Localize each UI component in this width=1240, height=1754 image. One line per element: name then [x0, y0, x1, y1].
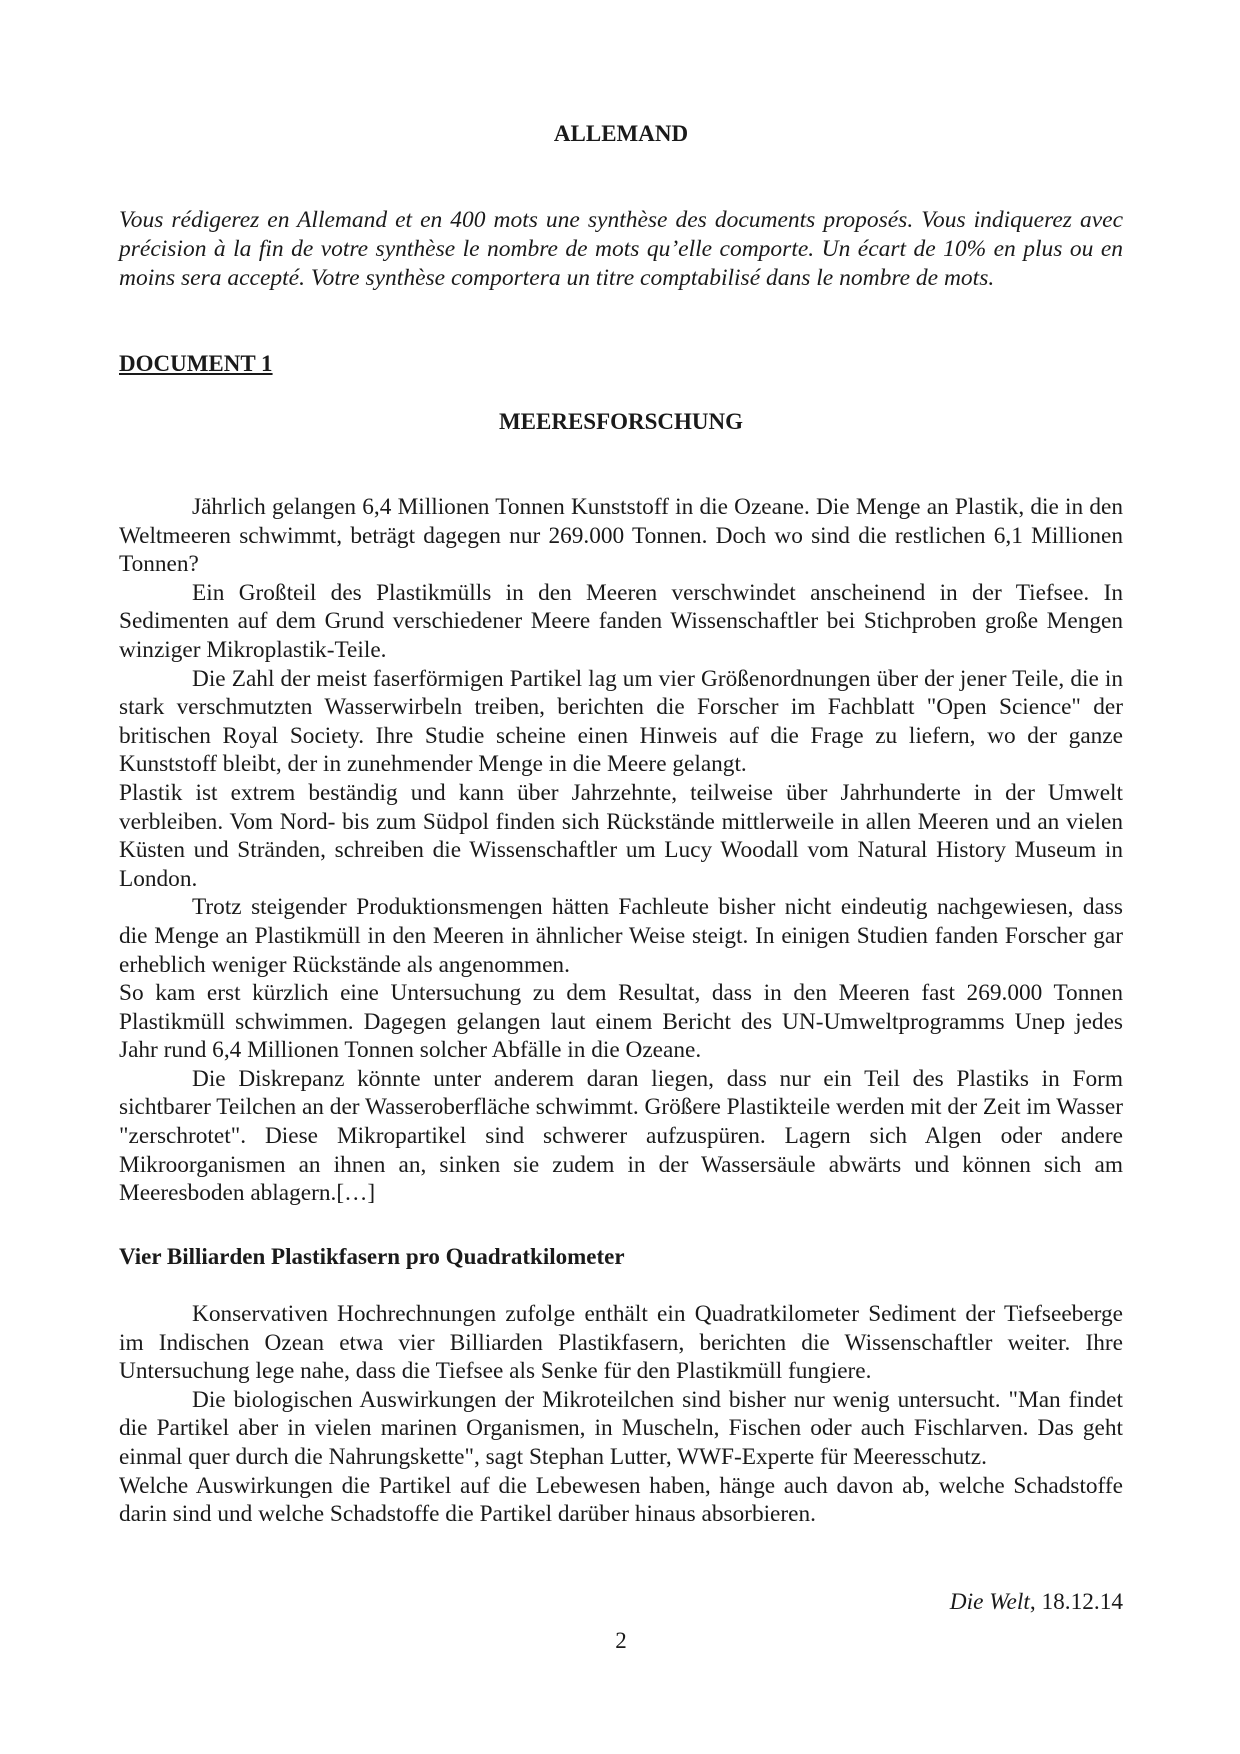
page-number: 2 — [615, 1628, 627, 1653]
paragraph: Die Zahl der meist faserförmigen Partikel lag um vier Größenordnungen über der jener Teile, die in stark verschmutzten Wasserwirbeln treiben, berichten die Forscher im Fachblatt "Open Science" der britischen Royal Society. Ihre Studie scheine einen Hinweis auf die Frage zu liefern, wo der ganze Kunststoff bleibt, der in zunehmender Menge in die Meere gelangt. — [119, 665, 1123, 778]
instructions: Vous rédigerez en Allemand et en 400 mots une synthèse des documents proposés. Vous indiquerez avec précision à la fin de votre synthèse le nombre de mots qu’elle comporte. Un écart de 10% en plus ou en moins sera accepté. Votre synthèse comportera un titre comptabilisé dans le nombre de mots. — [119, 207, 1123, 291]
paragraph: Plastik ist extrem beständig und kann über Jahrzehnte, teilweise über Jahrhunderte in der Umwelt verbleiben. Vom Nord- bis zum Südpol finden sich Rückstände mittlerweile in allen Meeren und an vielen Küsten und Stränden, schreiben die Wissenschaftler um Lucy Woodall vom Natural History Museum in London. — [119, 779, 1123, 892]
article-body-continued — [119, 1300, 1123, 1529]
paragraph: Die biologischen Auswirkungen der Mikroteilchen sind bisher nur wenig untersucht. "Man findet die Partikel aber in vielen marinen Organismen, in Muscheln, Fischen oder auch Fischlarven. Das geht einmal quer durch die Nahrungskette", sagt Stephan Lutter, WWF-Experte für Meeresschutz. — [119, 1386, 1123, 1470]
article-title: MEERESFORSCHUNG — [498, 409, 744, 434]
paragraph: Konservativen Hochrechnungen zufolge enthält ein Quadratkilometer Sediment der Tiefseeberge im Indischen Ozean etwa vier Billiarden Plastikfasern, berichten die Wissenschaftler weiter. Ihre Untersuchung lege nahe, dass die Tiefsee als Senke für den Plastikmüll fungiere. — [119, 1301, 1123, 1385]
paragraph: Welche Auswirkungen die Partikel auf die Lebewesen haben, hänge auch davon ab, welche Schadstoffe darin sind und welche Schadstoffe die Partikel darüber hinaus absorbieren. — [119, 1472, 1123, 1528]
paragraph: Trotz steigender Produktionsmengen hätten Fachleute bisher nicht eindeutig nachgewiesen, dass die Menge an Plastikmüll in den Meeren in ähnlicher Weise steigt. In einigen Studien fanden Forscher gar erheblich weniger Rückstände als angenommen. — [119, 894, 1123, 978]
paragraph: Ein Großteil des Plastikmülls in den Meeren verschwindet anscheinend in der Tiefsee. In Sedimenten auf dem Grund verschiedener Meere fanden Wissenschaftler bei Stichproben große Mengen winziger Mikroplastik-Teile. — [119, 579, 1123, 663]
source-date: , 18.12.14 — [1029, 1589, 1123, 1615]
document-label: DOCUMENT 1 — [119, 351, 273, 376]
article-body — [119, 493, 1123, 1208]
article-subheading: Vier Billiarden Plastikfasern pro Quadratkilometer — [119, 1244, 625, 1269]
paragraph: Die Diskrepanz könnte unter anderem daran liegen, dass nur ein Teil des Plastiks in Form sichtbarer Teilchen an der Wasseroberfläche schwimmt. Größere Plastikteile werden mit der Zeit im Wasser "zerschrotet". Diese Mikropartikel sind schwerer aufzuspüren. Lagern sich Algen oder andere Mikroorganismen an ihnen an, sinken sie zudem in der Wassersäule abwärts und können sich am Meeresboden ablagern.[…] — [119, 1065, 1123, 1207]
source-citation — [950, 1588, 1123, 1616]
exam-page — [119, 0, 1123, 1754]
subject-title: ALLEMAND — [553, 121, 689, 146]
paragraph: Jährlich gelangen 6,4 Millionen Tonnen Kunststoff in die Ozeane. Die Menge an Plastik, die in den Weltmeeren schwimmt, beträgt dagegen nur 269.000 Tonnen. Doch wo sind die restlichen 6,1 Millionen Tonnen? — [119, 494, 1123, 578]
source-publication: Die Welt — [949, 1589, 1030, 1615]
paragraph: So kam erst kürzlich eine Untersuchung zu dem Resultat, dass in den Meeren fast 269.000 Tonnen Plastikmüll schwimmen. Dagegen gelangen laut einem Bericht des UN-Umweltprogramms Unep jedes Jahr rund 6,4 Millionen Tonnen solcher Abfälle in die Ozeane. — [119, 980, 1123, 1064]
